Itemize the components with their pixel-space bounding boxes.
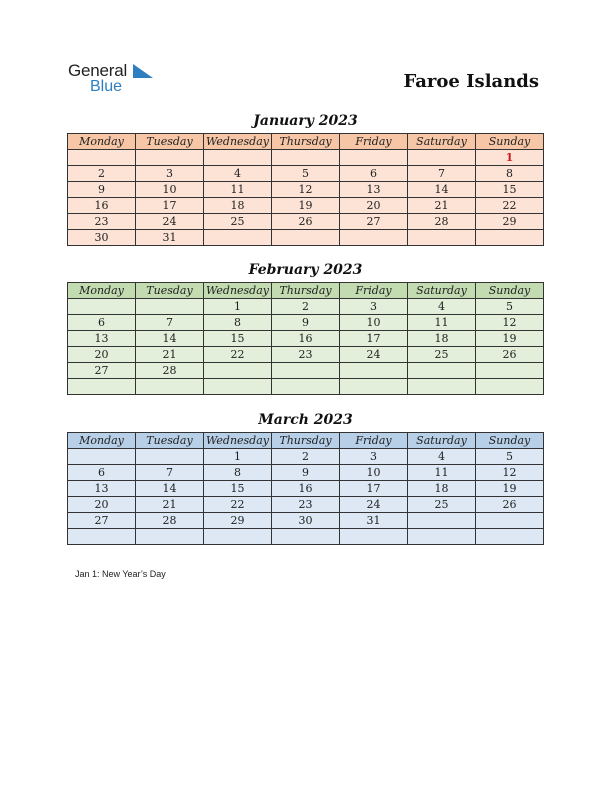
day-cell: 20 [68, 347, 136, 363]
day-cell: 21 [136, 347, 204, 363]
day-cell [136, 150, 204, 166]
day-cell [204, 529, 272, 545]
day-cell: 27 [68, 363, 136, 379]
day-cell [68, 299, 136, 315]
day-cell: 7 [136, 465, 204, 481]
day-cell [136, 529, 204, 545]
day-cell: 15 [476, 182, 544, 198]
weekday-header-row [68, 433, 544, 449]
day-cell [340, 230, 408, 246]
day-cell: 2 [272, 449, 340, 465]
country-title: Faroe Islands [403, 71, 539, 92]
calendar-february [67, 282, 544, 395]
week-row [68, 331, 544, 347]
month-title-february: February 2023 [248, 262, 363, 278]
day-cell [68, 150, 136, 166]
day-cell: 5 [476, 449, 544, 465]
day-cell: 24 [136, 214, 204, 230]
day-cell: 27 [340, 214, 408, 230]
day-cell [408, 150, 476, 166]
week-row [68, 497, 544, 513]
logo-text-general: General [68, 61, 128, 80]
day-cell: 23 [272, 497, 340, 513]
week-row [68, 315, 544, 331]
weekday-header: Saturday [408, 433, 476, 449]
day-cell [476, 363, 544, 379]
day-cell: 6 [68, 465, 136, 481]
weekday-header: Monday [68, 134, 136, 150]
weekday-header-row [68, 134, 544, 150]
day-cell [136, 449, 204, 465]
day-cell: 15 [204, 481, 272, 497]
day-cell: 16 [272, 331, 340, 347]
week-row [68, 379, 544, 395]
day-cell [68, 449, 136, 465]
month-title-march: March 2023 [258, 412, 353, 428]
day-cell: 8 [204, 315, 272, 331]
day-cell [68, 529, 136, 545]
day-cell: 22 [204, 347, 272, 363]
holiday-note: Jan 1: New Year’s Day [75, 569, 166, 579]
day-cell: 18 [204, 198, 272, 214]
week-row [68, 481, 544, 497]
day-cell: 4 [204, 166, 272, 182]
logo-text-blue: Blue [90, 78, 123, 95]
day-cell: 28 [136, 363, 204, 379]
day-cell [340, 529, 408, 545]
day-cell: 19 [476, 331, 544, 347]
weekday-header: Thursday [272, 433, 340, 449]
day-cell: 13 [68, 331, 136, 347]
week-row [68, 150, 544, 166]
weekday-header: Friday [340, 283, 408, 299]
day-cell: 3 [340, 449, 408, 465]
week-row [68, 230, 544, 246]
day-cell: 31 [136, 230, 204, 246]
day-cell: 5 [272, 166, 340, 182]
week-row [68, 363, 544, 379]
day-cell: 3 [340, 299, 408, 315]
day-cell: 4 [408, 449, 476, 465]
day-cell: 1 [204, 449, 272, 465]
day-cell: 22 [476, 198, 544, 214]
day-cell [272, 150, 340, 166]
week-row [68, 182, 544, 198]
day-cell: 9 [68, 182, 136, 198]
day-cell: 21 [136, 497, 204, 513]
calendar-march [67, 432, 544, 545]
day-cell: 26 [476, 347, 544, 363]
day-cell: 22 [204, 497, 272, 513]
day-cell: 12 [476, 315, 544, 331]
day-cell: 18 [408, 331, 476, 347]
day-cell: 9 [272, 465, 340, 481]
day-cell [272, 529, 340, 545]
day-cell: 24 [340, 347, 408, 363]
day-cell: 31 [340, 513, 408, 529]
day-cell: 11 [408, 315, 476, 331]
day-cell: 14 [136, 331, 204, 347]
logo [68, 60, 168, 100]
logo-flag-icon [133, 64, 153, 78]
day-cell: 10 [136, 182, 204, 198]
day-cell: 7 [408, 166, 476, 182]
month-title-january: January 2023 [253, 113, 358, 129]
day-cell: 17 [136, 198, 204, 214]
weekday-header: Monday [68, 283, 136, 299]
day-cell: 11 [204, 182, 272, 198]
weekday-header: Tuesday [136, 433, 204, 449]
day-cell: 20 [68, 497, 136, 513]
day-cell [340, 363, 408, 379]
day-cell: 30 [68, 230, 136, 246]
weekday-header: Monday [68, 433, 136, 449]
day-cell: 26 [476, 497, 544, 513]
day-cell: 13 [68, 481, 136, 497]
week-row [68, 347, 544, 363]
weekday-header: Saturday [408, 283, 476, 299]
day-cell [476, 379, 544, 395]
day-cell [476, 529, 544, 545]
weekday-header: Wednesday [204, 283, 272, 299]
day-cell: 29 [476, 214, 544, 230]
day-cell [204, 363, 272, 379]
day-cell [204, 230, 272, 246]
day-cell [136, 379, 204, 395]
day-cell: 4 [408, 299, 476, 315]
day-cell: 1 [476, 150, 544, 166]
week-row [68, 166, 544, 182]
day-cell [136, 299, 204, 315]
day-cell [204, 150, 272, 166]
weekday-header: Wednesday [204, 134, 272, 150]
week-row [68, 513, 544, 529]
day-cell: 10 [340, 465, 408, 481]
day-cell: 2 [272, 299, 340, 315]
day-cell: 8 [204, 465, 272, 481]
day-cell: 20 [340, 198, 408, 214]
day-cell [340, 379, 408, 395]
day-cell: 2 [68, 166, 136, 182]
week-row [68, 529, 544, 545]
weekday-header: Tuesday [136, 134, 204, 150]
day-cell: 3 [136, 166, 204, 182]
day-cell: 16 [272, 481, 340, 497]
day-cell: 15 [204, 331, 272, 347]
week-row [68, 299, 544, 315]
day-cell [408, 363, 476, 379]
day-cell: 27 [68, 513, 136, 529]
day-cell: 8 [476, 166, 544, 182]
calendar-january [67, 133, 544, 246]
week-row [68, 198, 544, 214]
day-cell: 25 [408, 497, 476, 513]
weekday-header: Friday [340, 134, 408, 150]
weekday-header: Sunday [476, 134, 544, 150]
day-cell: 23 [68, 214, 136, 230]
day-cell [476, 513, 544, 529]
day-cell: 25 [408, 347, 476, 363]
day-cell [204, 379, 272, 395]
day-cell: 21 [408, 198, 476, 214]
day-cell [68, 379, 136, 395]
day-cell: 14 [408, 182, 476, 198]
day-cell [272, 363, 340, 379]
week-row [68, 214, 544, 230]
day-cell: 7 [136, 315, 204, 331]
weekday-header: Saturday [408, 134, 476, 150]
day-cell: 28 [408, 214, 476, 230]
day-cell [408, 529, 476, 545]
day-cell: 11 [408, 465, 476, 481]
day-cell: 25 [204, 214, 272, 230]
weekday-header-row [68, 283, 544, 299]
day-cell [272, 230, 340, 246]
day-cell: 18 [408, 481, 476, 497]
weekday-header: Wednesday [204, 433, 272, 449]
week-row [68, 465, 544, 481]
day-cell: 29 [204, 513, 272, 529]
day-cell: 17 [340, 331, 408, 347]
day-cell [272, 379, 340, 395]
day-cell [476, 230, 544, 246]
day-cell [408, 230, 476, 246]
day-cell: 28 [136, 513, 204, 529]
day-cell [340, 150, 408, 166]
day-cell: 30 [272, 513, 340, 529]
day-cell [408, 379, 476, 395]
day-cell: 26 [272, 214, 340, 230]
day-cell: 6 [68, 315, 136, 331]
day-cell: 19 [272, 198, 340, 214]
weekday-header: Thursday [272, 134, 340, 150]
day-cell: 10 [340, 315, 408, 331]
day-cell: 12 [476, 465, 544, 481]
weekday-header: Sunday [476, 433, 544, 449]
day-cell: 19 [476, 481, 544, 497]
day-cell: 23 [272, 347, 340, 363]
day-cell: 12 [272, 182, 340, 198]
day-cell: 5 [476, 299, 544, 315]
day-cell: 17 [340, 481, 408, 497]
weekday-header: Thursday [272, 283, 340, 299]
day-cell: 9 [272, 315, 340, 331]
day-cell: 14 [136, 481, 204, 497]
weekday-header: Tuesday [136, 283, 204, 299]
weekday-header: Sunday [476, 283, 544, 299]
day-cell: 6 [340, 166, 408, 182]
day-cell: 1 [204, 299, 272, 315]
day-cell [408, 513, 476, 529]
week-row [68, 449, 544, 465]
day-cell: 16 [68, 198, 136, 214]
weekday-header: Friday [340, 433, 408, 449]
day-cell: 13 [340, 182, 408, 198]
day-cell: 24 [340, 497, 408, 513]
